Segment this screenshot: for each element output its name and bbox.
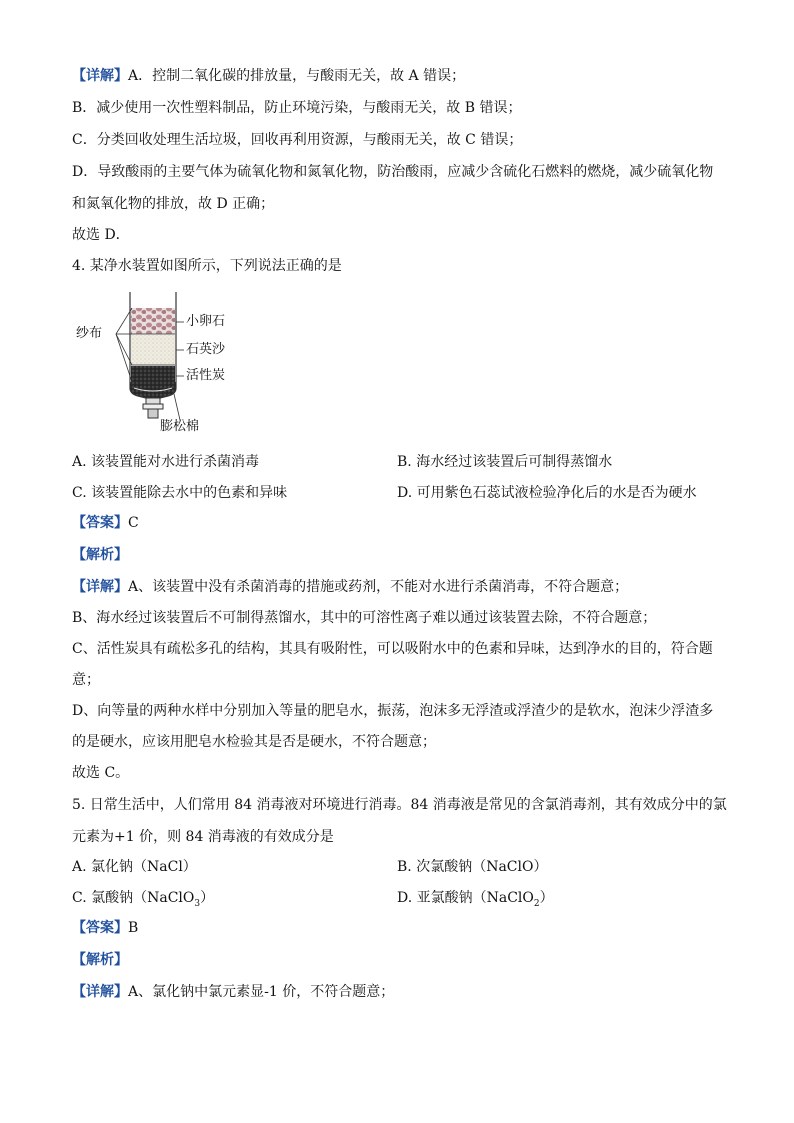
q5-option-d-end: ）	[539, 890, 554, 906]
q3-detail-a-text: A．控制二氧化碳的排放量，与酸雨无关，故 A 错误；	[128, 68, 466, 84]
q4-option-c: C. 该装置能除去水中的色素和异味	[72, 485, 288, 501]
analysis-tag: 【解析】	[72, 952, 128, 968]
q3-detail-d-line1: D．导致酸雨的主要气体为硫氧化物和氮氧化物，防治酸雨，应减少含硫化石燃料的燃烧，减少硫氧化物	[72, 164, 714, 180]
q5-option-c-end: ）	[200, 890, 215, 906]
detail-tag: 【详解】	[72, 984, 128, 1000]
q5-option-d-text: D. 亚氯酸钠（NaClO	[397, 890, 534, 906]
q5-option-c-subscript: 3	[194, 898, 201, 909]
label-carbon: 活性炭	[186, 368, 226, 383]
q4-option-b: B. 海水经过该装置后可制得蒸馏水	[397, 454, 613, 470]
q4-detail-d-line1: D、向等量的两种水样中分别加入等量的肥皂水，振荡，泡沫多无浮渣或浮渣少的是软水，泡沫少浮渣多	[72, 703, 714, 719]
q5-analysis-tag	[72, 950, 128, 970]
q5-option-b: B. 次氯酸钠（NaClO）	[397, 859, 548, 875]
q3-choice: 故选 D．	[72, 227, 130, 243]
detail-tag: 【详解】	[72, 579, 128, 595]
q4-choice: 故选 C。	[72, 765, 130, 781]
q5-option-c-text: C. 氯酸钠（NaClO	[72, 890, 195, 906]
water-filter-diagram	[76, 290, 256, 440]
q4-detail-a	[72, 577, 628, 597]
q4-analysis-tag	[72, 545, 128, 565]
label-pebble: 小卵石	[186, 314, 226, 329]
sand-layer	[131, 335, 175, 365]
answer-tag: 【答案】	[72, 515, 128, 531]
q4-option-a: A. 该装置能对水进行杀菌消毒	[72, 454, 260, 470]
q4-detail-b: B、海水经过该装置后不可制得蒸馏水，其中的可溶性离子难以通过该装置去除，不符合题意；	[72, 610, 657, 626]
q4-detail-c-line2: 意；	[72, 672, 100, 688]
q4-option-d: D. 可用紫色石蕊试液检验净化后的水是否为硬水	[397, 485, 697, 501]
q5-answer	[72, 918, 138, 938]
answer-value: C	[128, 515, 139, 531]
answer-value: B	[128, 920, 139, 936]
detail-tag: 【详解】	[72, 68, 128, 84]
q4-stem: 4. 某净水装置如图所示，下列说法正确的是	[72, 258, 342, 274]
q5-option-d-subscript: 2	[533, 898, 540, 909]
answer-tag: 【答案】	[72, 920, 128, 936]
water-filter-illustration	[76, 290, 256, 440]
q5-detail-a-text: A、氯化钠中氯元素显-1 价，不符合题意；	[128, 984, 395, 1000]
q5-stem-line1: 5. 日常生活中，人们常用 84 消毒液对环境进行消毒。84 消毒液是常见的含氯消毒剂，其有效成分中的氯	[72, 797, 727, 813]
q5-option-d	[397, 888, 554, 914]
pebble-layer	[131, 308, 175, 334]
q5-stem-line2: 元素为+1 价，则 84 消毒液的有效成分是	[72, 829, 334, 845]
q3-detail-b: B．减少使用一次性塑料制品，防止环境污染，与酸雨无关，故 B 错误；	[72, 100, 522, 116]
q5-option-a: A. 氯化钠（NaCl）	[72, 859, 197, 875]
label-sand: 石英沙	[186, 342, 226, 357]
q4-answer	[72, 513, 139, 533]
carbon-layer	[131, 366, 175, 384]
q4-detail-a-text: A、该装置中没有杀菌消毒的措施或药剂，不能对水进行杀菌消毒，不符合题意；	[128, 579, 629, 595]
analysis-tag: 【解析】	[72, 547, 128, 563]
q4-detail-c-line1: C、活性炭具有疏松多孔的结构，其具有吸附性，可以吸附水中的色素和异味，达到净水的目的，符合题	[72, 641, 713, 657]
q5-detail-a	[72, 982, 394, 1002]
q5-option-c	[72, 888, 214, 914]
label-gauze: 纱布	[76, 326, 103, 341]
q3-detail-c: C．分类回收处理生活垃圾，回收再利用资源，与酸雨无关，故 C 错误；	[72, 132, 523, 148]
q3-detail-d-line2: 和氮氧化物的排放，故 D 正确；	[72, 196, 275, 212]
q4-detail-d-line2: 的是硬水，应该用肥皂水检验其是否是硬水，不符合题意；	[72, 734, 436, 750]
label-cotton: 膨松棉	[160, 419, 200, 434]
q3-detail-a	[72, 66, 465, 86]
